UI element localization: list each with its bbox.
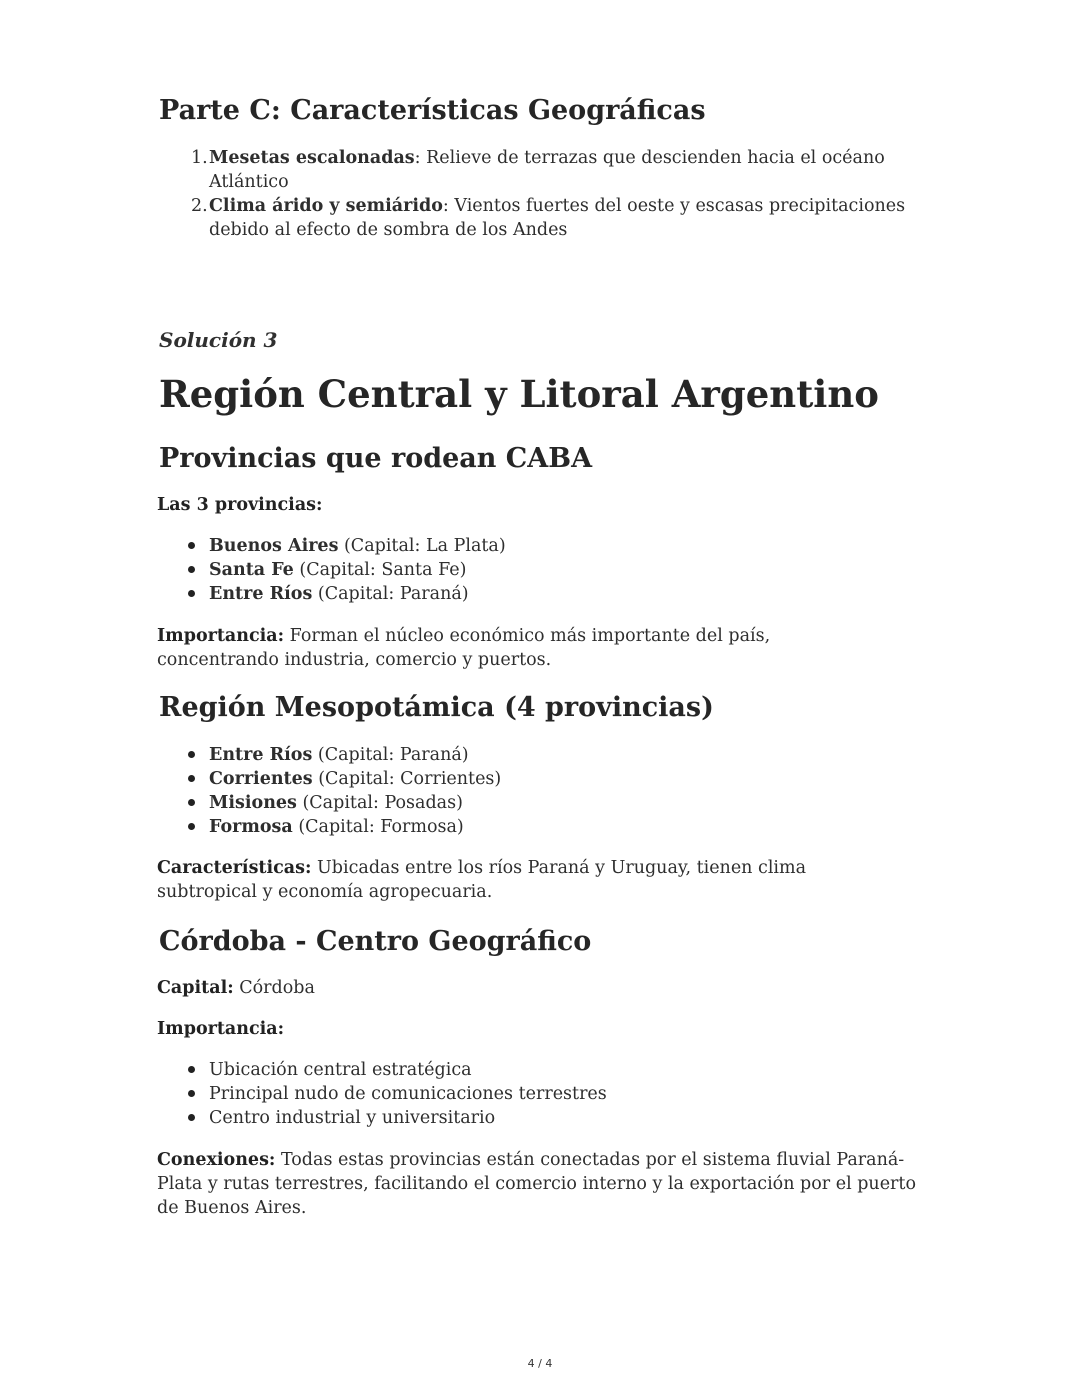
bullet-icon <box>188 566 195 573</box>
item-term: Mesetas escalonadas <box>209 148 415 168</box>
province-name: Entre Ríos <box>209 584 313 604</box>
capital-label: Capital: <box>157 978 234 998</box>
importance-label: Importancia: <box>157 626 285 646</box>
province-capital: (Capital: Posadas) <box>296 793 463 813</box>
list-item <box>157 791 927 815</box>
meso-heading: Región Mesopotámica (4 provincias) <box>159 692 714 723</box>
list-item <box>157 558 927 582</box>
list-item <box>157 815 927 839</box>
bullet-icon <box>188 1114 195 1121</box>
importance-label: Importancia: <box>157 1019 285 1039</box>
list-item <box>157 1058 927 1082</box>
item-term: Clima árido y semiárido <box>209 196 443 216</box>
province-capital: (Capital: Formosa) <box>292 817 464 837</box>
cordoba-connections <box>157 1148 927 1220</box>
item-number: 2. <box>191 196 208 216</box>
item-text: Principal nudo de comunicaciones terrestres <box>209 1084 607 1104</box>
caba-intro <box>157 493 927 517</box>
cordoba-capital <box>157 976 927 1000</box>
list-item <box>166 146 926 194</box>
parte-c-list <box>166 146 926 242</box>
province-capital: (Capital: La Plata) <box>338 536 506 556</box>
bullet-icon <box>188 1090 195 1097</box>
list-item <box>157 1106 927 1130</box>
bullet-icon <box>188 775 195 782</box>
bullet-icon <box>188 1066 195 1073</box>
cordoba-list <box>157 1058 927 1130</box>
province-name: Corrientes <box>209 769 313 789</box>
cordoba-heading: Córdoba - Centro Geográfico <box>159 926 592 957</box>
importance-text: Forman el núcleo económico más importante del país, concentrando industria, comercio y puertos. <box>157 626 771 670</box>
bullet-icon <box>188 823 195 830</box>
province-name: Santa Fe <box>209 560 294 580</box>
list-item <box>166 194 926 242</box>
page-number: 4 / 4 <box>527 1357 553 1370</box>
list-item <box>157 534 927 558</box>
capital-text: Córdoba <box>233 978 315 998</box>
bullet-icon <box>188 751 195 758</box>
province-capital: (Capital: Corrientes) <box>312 769 502 789</box>
item-text: Centro industrial y universitario <box>209 1108 496 1128</box>
item-text: : Relieve de terrazas que descienden hacia el océano Atlántico <box>209 148 885 192</box>
caba-list <box>157 534 927 606</box>
cordoba-importance <box>157 1017 927 1041</box>
connections-label: Conexiones: <box>157 1150 276 1170</box>
connections-text: Todas estas provincias están conectadas por el sistema fluvial Paraná-Plata y rutas terrestres, facilitando el comercio interno y la exportación por el puerto de Buenos Aires. <box>157 1150 916 1218</box>
province-capital: (Capital: Paraná) <box>312 584 469 604</box>
item-text: : Vientos fuertes del oeste y escasas precipitaciones debido al efecto de sombra de los Andes <box>209 196 906 240</box>
province-capital: (Capital: Santa Fe) <box>293 560 467 580</box>
parte-c-heading: Parte C: Características Geográficas <box>159 95 706 126</box>
province-name: Formosa <box>209 817 293 837</box>
meso-list <box>157 743 927 839</box>
list-item <box>157 582 927 606</box>
province-name: Buenos Aires <box>209 536 339 556</box>
bullet-icon <box>188 542 195 549</box>
province-capital: (Capital: Paraná) <box>312 745 469 765</box>
bullet-icon <box>188 799 195 806</box>
meso-characteristics <box>157 856 897 904</box>
bullet-icon <box>188 590 195 597</box>
solution-label: Solución 3 <box>159 328 278 352</box>
caba-heading: Provincias que rodean CABA <box>159 443 593 474</box>
characteristics-text: Ubicadas entre los ríos Paraná y Uruguay, tienen clima subtropical y economía agropecuaria. <box>157 858 807 902</box>
caba-intro-text: Las 3 provincias: <box>157 495 323 515</box>
list-item <box>157 743 927 767</box>
characteristics-label: Características: <box>157 858 312 878</box>
item-number: 1. <box>191 148 208 168</box>
list-item <box>157 1082 927 1106</box>
page-title: Región Central y Litoral Argentino <box>159 372 879 416</box>
province-name: Entre Ríos <box>209 745 313 765</box>
list-item <box>157 767 927 791</box>
item-text: Ubicación central estratégica <box>209 1060 472 1080</box>
caba-importance <box>157 624 877 672</box>
province-name: Misiones <box>209 793 297 813</box>
